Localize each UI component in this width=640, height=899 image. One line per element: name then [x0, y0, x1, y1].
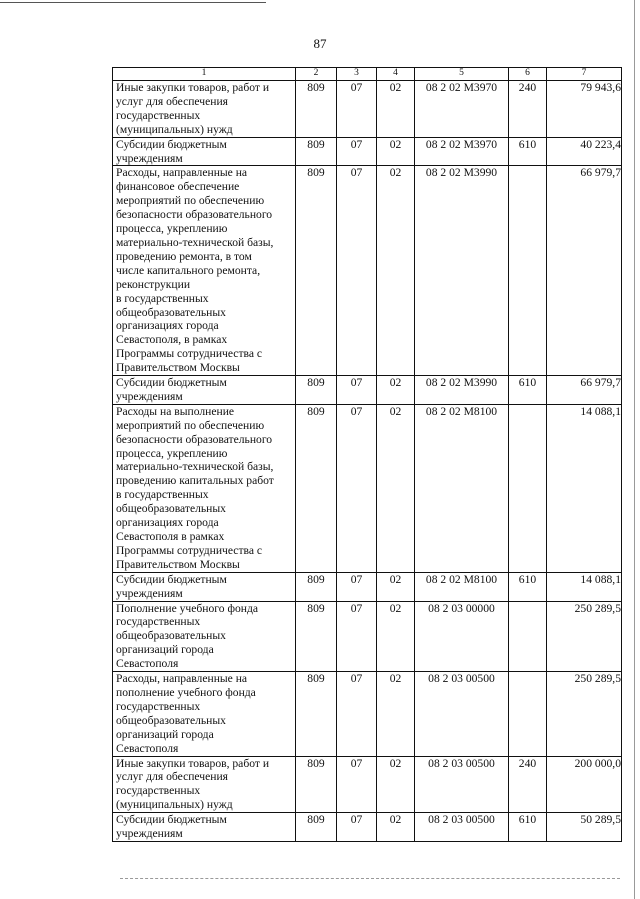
expense-name-line: реконструкции [116, 277, 191, 291]
amount-cell: 40 223,4 [547, 137, 622, 166]
expense-name-line: услуг для обеспечения [116, 770, 228, 784]
expense-type-cell [509, 601, 547, 672]
section-code-cell: 07 [337, 813, 377, 842]
expense-name-line: безопасности образовательного [116, 208, 273, 222]
expense-name-line: Субсидии бюджетным [116, 137, 227, 151]
expense-name-line: Севастополя, в рамках [116, 333, 228, 347]
amount-cell: 200 000,0 [547, 756, 622, 813]
table-row [113, 572, 622, 601]
expense-name-line: Иные закупки товаров, работ и [116, 756, 270, 770]
expense-name-line: Субсидии бюджетным [116, 813, 227, 827]
expense-name-line: мероприятий по обеспечению [116, 194, 265, 208]
table-row [113, 601, 622, 672]
expense-name-line: Правительством Москвы [116, 557, 240, 571]
expense-name-line: Правительством Москвы [116, 361, 240, 375]
expense-name-cell [113, 672, 296, 756]
expense-name-line: финансовое обеспечение [116, 180, 240, 194]
expense-type-cell [509, 166, 547, 376]
expense-name-line: пополнение учебного фонда [116, 685, 256, 699]
expense-name-cell [113, 813, 296, 842]
expense-name-line: в государственных [116, 291, 209, 305]
table-header-row [113, 68, 622, 81]
department-code-cell: 809 [296, 404, 337, 572]
expense-name-line: учреждениям [116, 151, 183, 165]
department-code-cell: 809 [296, 137, 337, 166]
expense-name-line: Расходы на выполнение [116, 404, 235, 418]
expense-name-line: Севастополя [116, 741, 179, 755]
amount-cell: 50 289,5 [547, 813, 622, 842]
table-row [113, 166, 622, 376]
expense-type-cell [509, 404, 547, 572]
table-body [113, 81, 622, 842]
expense-name-line: учреждениям [116, 586, 183, 600]
expense-name-line: (муниципальных) нужд [116, 798, 233, 812]
subsection-code-cell: 02 [377, 601, 415, 672]
table-row [113, 137, 622, 166]
target-article-cell: 08 2 02 М8100 [415, 572, 509, 601]
expense-type-cell: 240 [509, 81, 547, 138]
expense-name-line: Расходы, направленные на [116, 672, 248, 686]
section-code-cell: 07 [337, 672, 377, 756]
budget-table [112, 67, 622, 842]
department-code-cell: 809 [296, 601, 337, 672]
expense-name-line: общеобразовательных [116, 629, 226, 643]
expense-name-line: организаций города [116, 727, 214, 741]
expense-name-line: безопасности образовательного [116, 432, 273, 446]
scan-edge-right [634, 0, 635, 899]
table-row [113, 756, 622, 813]
expense-name-line: Севастополя [116, 657, 179, 671]
expense-name-cell [113, 756, 296, 813]
column-header: 7 [547, 68, 622, 81]
table-row [113, 813, 622, 842]
expense-type-cell: 610 [509, 376, 547, 405]
expense-name-line: общеобразовательных [116, 502, 226, 516]
expense-type-cell: 240 [509, 756, 547, 813]
subsection-code-cell: 02 [377, 81, 415, 138]
scan-edge-top [0, 0, 640, 10]
expense-name-line: мероприятий по обеспечению [116, 418, 265, 432]
expense-name-line: проведению капитальных работ [116, 474, 274, 488]
amount-cell: 250 289,5 [547, 672, 622, 756]
expense-name-cell [113, 81, 296, 138]
target-article-cell: 08 2 03 00500 [415, 756, 509, 813]
expense-name-cell [113, 137, 296, 166]
department-code-cell: 809 [296, 572, 337, 601]
expense-name-line: услуг для обеспечения [116, 94, 228, 108]
department-code-cell: 809 [296, 166, 337, 376]
subsection-code-cell: 02 [377, 404, 415, 572]
expense-name-line: организациях города [116, 516, 219, 530]
table-row [113, 404, 622, 572]
expense-name-line: общеобразовательных [116, 305, 226, 319]
expense-name-cell [113, 572, 296, 601]
expense-name-line: материально-технической базы, [116, 235, 274, 249]
expense-name-line: Субсидии бюджетным [116, 572, 227, 586]
expense-name-cell [113, 404, 296, 572]
expense-name-line: в государственных [116, 488, 209, 502]
section-code-cell: 07 [337, 137, 377, 166]
expense-name-line: общеобразовательных [116, 713, 226, 727]
column-header: 1 [113, 68, 296, 81]
amount-cell: 66 979,7 [547, 376, 622, 405]
section-code-cell: 07 [337, 404, 377, 572]
column-header: 6 [509, 68, 547, 81]
column-header: 5 [415, 68, 509, 81]
department-code-cell: 809 [296, 81, 337, 138]
expense-name-cell [113, 376, 296, 405]
target-article-cell: 08 2 02 М8100 [415, 404, 509, 572]
subsection-code-cell: 02 [377, 137, 415, 166]
target-article-cell: 08 2 02 М3970 [415, 137, 509, 166]
department-code-cell: 809 [296, 376, 337, 405]
expense-name-cell [113, 601, 296, 672]
scan-edge-bottom [120, 878, 620, 879]
section-code-cell: 07 [337, 572, 377, 601]
expense-name-line: организациях города [116, 319, 219, 333]
table-row [113, 81, 622, 138]
expense-name-line: (муниципальных) нужд [116, 122, 233, 136]
expense-name-line: проведению ремонта, в том [116, 249, 252, 263]
department-code-cell: 809 [296, 756, 337, 813]
expense-name-line: Севастополя в рамках [116, 530, 225, 543]
expense-name-line: государственных [116, 615, 201, 629]
expense-type-cell [509, 672, 547, 756]
expense-name-cell [113, 166, 296, 376]
page-number: 87 [313, 36, 327, 51]
table-row [113, 672, 622, 756]
column-header: 4 [377, 68, 415, 81]
subsection-code-cell: 02 [377, 572, 415, 601]
expense-name-line: материально-технической базы, [116, 460, 274, 474]
amount-cell: 250 289,5 [547, 601, 622, 672]
expense-type-cell: 610 [509, 572, 547, 601]
expense-name-line: государственных [116, 699, 201, 713]
subsection-code-cell: 02 [377, 756, 415, 813]
department-code-cell: 809 [296, 672, 337, 756]
expense-name-line: числе капитального ремонта, [116, 263, 261, 277]
amount-cell: 66 979,7 [547, 166, 622, 376]
amount-cell: 14 088,1 [547, 404, 622, 572]
subsection-code-cell: 02 [377, 376, 415, 405]
section-code-cell: 07 [337, 166, 377, 376]
expense-name-line: государственных [116, 784, 201, 798]
expense-name-line: учреждениям [116, 827, 183, 841]
department-code-cell: 809 [296, 813, 337, 842]
expense-name-line: Субсидии бюджетным [116, 376, 227, 390]
table-row [113, 376, 622, 405]
expense-name-line: государственных [116, 108, 201, 122]
expense-name-line: Программы сотрудничества с [116, 347, 263, 361]
expense-type-cell: 610 [509, 137, 547, 166]
target-article-cell: 08 2 03 00000 [415, 601, 509, 672]
section-code-cell: 07 [337, 81, 377, 138]
column-header: 3 [337, 68, 377, 81]
expense-name-line: Программы сотрудничества с [116, 543, 263, 557]
subsection-code-cell: 02 [377, 813, 415, 842]
target-article-cell: 08 2 03 00500 [415, 672, 509, 756]
target-article-cell: 08 2 02 М3970 [415, 81, 509, 138]
section-code-cell: 07 [337, 601, 377, 672]
expense-name-line: Иные закупки товаров, работ и [116, 81, 270, 94]
target-article-cell: 08 2 02 М3990 [415, 166, 509, 376]
expense-name-line: Пополнение учебного фонда [116, 601, 259, 615]
expense-name-line: Расходы, направленные на [116, 166, 248, 180]
scan-line [0, 2, 266, 3]
amount-cell: 14 088,1 [547, 572, 622, 601]
expense-name-line: организаций города [116, 643, 214, 657]
subsection-code-cell: 02 [377, 672, 415, 756]
expense-name-line: процесса, укреплению [116, 222, 228, 236]
amount-cell: 79 943,6 [547, 81, 622, 138]
target-article-cell: 08 2 03 00500 [415, 813, 509, 842]
column-header: 2 [296, 68, 337, 81]
section-code-cell: 07 [337, 376, 377, 405]
target-article-cell: 08 2 02 М3990 [415, 376, 509, 405]
expense-type-cell: 610 [509, 813, 547, 842]
expense-name-line: учреждениям [116, 389, 183, 403]
expense-name-line: процесса, укреплению [116, 446, 228, 460]
section-code-cell: 07 [337, 756, 377, 813]
subsection-code-cell: 02 [377, 166, 415, 376]
